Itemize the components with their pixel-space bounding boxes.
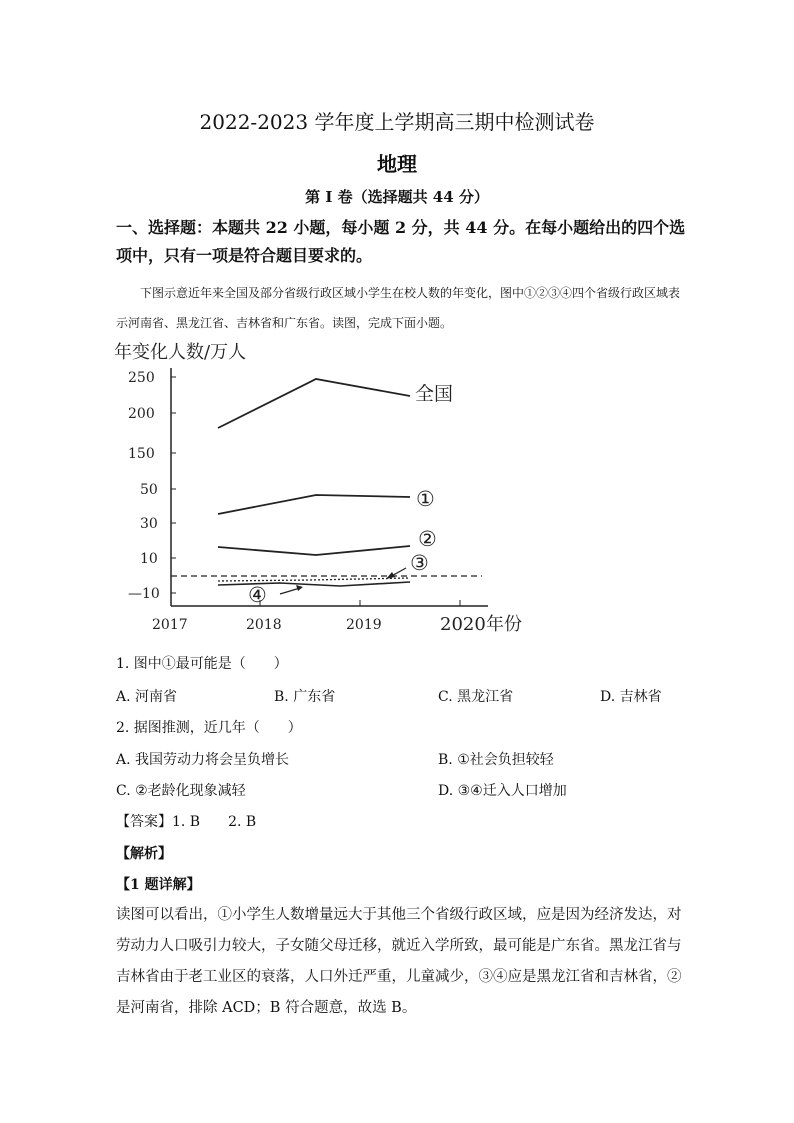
y-tick-label: 30 [140,516,158,532]
y-tick-label: 250 [128,370,155,386]
detail-label: 【1 题详解】 [116,877,201,893]
series-pointer-4-head [296,585,303,591]
y-tick-label: 150 [128,446,155,462]
series-line-3 [218,578,410,581]
y-tick-label: 10 [140,551,158,567]
series-line-2 [218,546,410,555]
question-2-stem: 2. 据图推测，近几年（ ） [116,720,302,736]
answer-label: 【答案】 [116,814,172,830]
answer-line [116,811,256,831]
question-2-option-b: B. ①社会负担较轻 [438,752,554,768]
series-label-1: ① [416,487,435,511]
y-tick-label: 200 [128,406,155,422]
x-tick-label: 2017 [152,617,188,633]
series-pointer-4 [280,588,300,594]
question-1-option-c: C. 黑龙江省 [438,689,514,705]
question-1-option-b: B. 广东省 [274,689,336,705]
volume-heading: 第 I 卷（选择题共 44 分） [305,188,489,206]
page-title: 2022-2023 学年度上学期高三期中检测试卷 [199,110,595,134]
x-tick-label: 2020 [440,614,486,635]
x-tick-label: 2018 [246,617,282,633]
y-axis-label: 年变化人数/万人 [114,342,247,363]
question-2-option-c: C. ②老龄化现象减轻 [116,783,246,799]
analysis-label: 【解析】 [116,846,172,862]
question-1-option-d: D. 吉林省 [600,689,662,705]
series-label-2: ② [418,527,437,551]
question-2-option-d: D. ③④迁入人口增加 [438,783,567,799]
subject-title: 地理 [377,152,417,176]
question-1-option-a: A. 河南省 [116,689,178,705]
series-line-national [218,379,410,428]
series-line-1 [218,495,410,514]
series-label-national: 全国 [415,383,454,405]
x-axis-label: 年份 [486,614,522,635]
x-tick-label: 2019 [346,617,382,633]
section-instruction: 一、选择题：本题共 22 小题，每小题 2 分，共 44 分。在每小题给出的四个选项中，只有一项是符合题目要求的。 [116,218,686,265]
question-intro: 下图示意近年来全国及部分省级行政区域小学生在校人数的年变化，图中①②③④四个省级行政区域表示河南省、黑龙江省、吉林省和广东省。读图，完成下面小题。 [116,286,681,330]
population-change-chart [110,336,550,636]
y-tick-label: 50 [140,482,158,498]
question-1-stem: 1. 图中①最可能是（ ） [116,656,288,672]
y-tick-label: —10 [128,586,160,602]
series-line-4 [218,582,410,586]
series-pointer-3-head [386,572,395,579]
detail-explanation: 读图可以看出，①小学生人数增量远大于其他三个省级行政区域，应是因为经济发达，对劳动力人口吸引力较大，子女随父母迁移，就近入学所致，最可能是广东省。黑龙江省与吉林省由于老工业区的衰落，人口外迁严重，儿童减少，③④应是黑龙江省和吉林省，②是河南省，排除 ACD；B 符合题意，故选 B。 [116,907,682,1016]
series-label-4: ④ [248,583,267,607]
answer-text: 1. B 2. B [172,814,257,830]
question-2-option-a: A. 我国劳动力将会呈负增长 [116,752,290,768]
series-label-3: ③ [410,551,429,575]
